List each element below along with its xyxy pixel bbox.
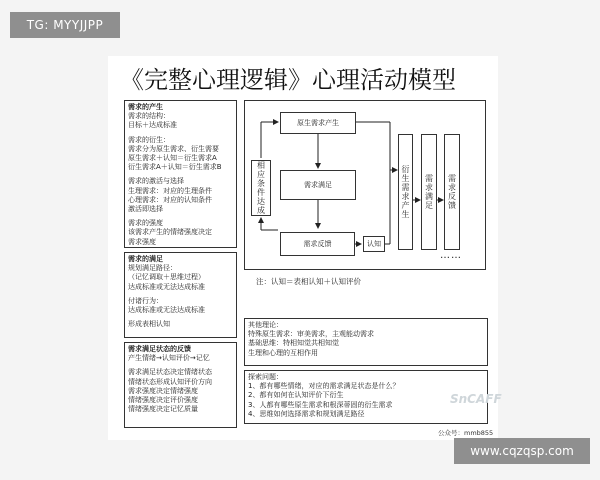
box-other-theory: [244, 318, 488, 366]
box-line: 心理需求：对应的认知条件: [128, 195, 212, 204]
node-cognition: 认知: [363, 236, 385, 252]
box-line: 付诸行为：: [128, 296, 163, 305]
box-line: 产生情绪→认知评价→记忆: [128, 354, 210, 363]
box-line: 目标＋达成标准: [128, 121, 177, 130]
cognition-note: 注：认知＝表相认知＋认知评价: [256, 277, 361, 286]
box-heading: 需求的产生: [128, 103, 163, 111]
credit-text: 公众号：mmb855: [438, 429, 494, 437]
box-heading: 需求的满足: [128, 255, 163, 263]
node-need-satisfy: 需求满足: [280, 170, 356, 200]
diagram-title: 《完整心理逻辑》心理活动模型: [120, 66, 456, 94]
box-line: 需求分为原生需求、衍生需要: [128, 144, 219, 153]
box-line: 规划满足路径：: [128, 264, 177, 273]
box-line: 生理和心理的互相作用: [248, 348, 318, 357]
tag-label: TG: MYYJJPP: [10, 12, 120, 38]
box-line: 衍生需求A＋认知＝衍生需求B: [128, 163, 222, 172]
box-line: 3、人都有哪些原生需求和根深蒂固的衍生需求: [248, 400, 393, 409]
box-line: 情绪强度决定评价强度: [128, 396, 198, 405]
box-heading: 其他理论：: [248, 321, 283, 329]
box-line: 情绪状态形成认知评价方向: [128, 377, 212, 386]
box-line: 基础思维：特相知觉共相知觉: [248, 339, 339, 348]
box-line: （记忆调取＋思维过程）: [128, 273, 205, 282]
box-line: 形成表相认知: [128, 320, 170, 329]
box-line: 需求强度决定情绪强度: [128, 386, 198, 395]
node-origin-need: 原生需求产生: [280, 112, 356, 134]
more-dots: ……: [440, 250, 462, 261]
node-condition-reached: 相应条件达成: [251, 160, 271, 216]
box-line: 需求的激活与选择: [128, 177, 184, 186]
box-line: 达成标准或无法达成标准: [128, 282, 205, 291]
faint-stamp: SnCAFF: [450, 392, 502, 406]
box-line: 激活即选择: [128, 205, 163, 214]
box-line: 需求强度: [128, 237, 156, 246]
site-watermark: www.cqzqsp.com: [454, 438, 590, 464]
box-line: 特殊原生需求：审美需求，主观能动需求: [248, 330, 374, 339]
box-line: 需求的结构：: [128, 112, 170, 121]
box-line: 原生需求＋认知＝衍生需求A: [128, 154, 217, 163]
box-lines: [248, 330, 484, 358]
box-line: 4、思维如何选择需求和规划满足路径: [248, 409, 365, 418]
box-heading: 需求满足状态的反馈: [128, 345, 191, 353]
box-line: 需求满足状态决定情绪状态: [128, 368, 212, 377]
box-line: 达成标准或无法达成标准: [128, 306, 205, 315]
box-line: 该需求产生的情绪强度决定: [128, 228, 212, 237]
box-line: 2、都有如何在认知评价下衍生: [248, 391, 344, 400]
box-line: 需求的强度: [128, 219, 163, 228]
node-need-feedback: 需求反馈: [280, 232, 355, 256]
box-heading: 探索问题：: [248, 373, 283, 381]
box-lines: [248, 382, 484, 419]
box-line: 生理需求：对应的生理条件: [128, 186, 212, 195]
box-line: 需求的衍生：: [128, 135, 170, 144]
box-line: 1、都有哪些情绪，对应的需求满足状态是什么？: [248, 382, 400, 391]
node-derived-need: 衍生需求产生: [398, 134, 413, 250]
node-derived-feedback: 需求反馈: [444, 134, 460, 250]
node-derived-satisfy: 需求满足: [421, 134, 437, 250]
box-line: 情绪强度决定记忆质量: [128, 405, 198, 414]
